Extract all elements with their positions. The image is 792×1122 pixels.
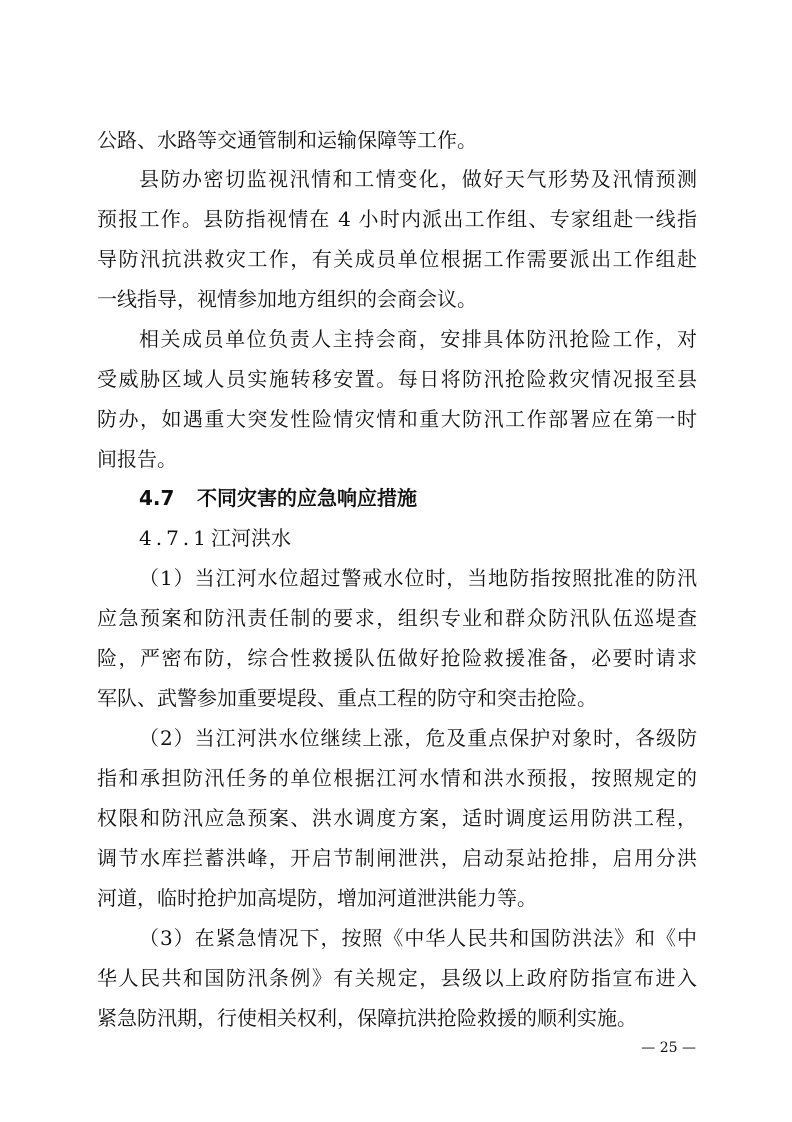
item-line: （1）当江河水位超过警戒水位时，当地防指按照批准的防汛 [139,566,697,590]
section-heading [139,486,417,510]
subsection-heading [139,526,291,550]
section-number: 4.7 [139,486,175,510]
paragraph-line: 间报告。 [97,447,177,471]
section-title: 不同灾害的应急响应措施 [197,486,417,510]
paragraph-line: 防办，如遇重大突发性险情灾情和重大防汛工作部署应在第一时 [97,407,697,431]
paragraph-line: 相关成员单位负责人主持会商，安排具体防汛抢险工作，对 [139,327,697,351]
item-line: 应急预案和防汛责任制的要求，组织专业和群众防汛队伍巡堤查 [97,606,697,630]
paragraph-line: 公路、水路等交通管制和运输保障等工作。 [97,128,477,152]
paragraph-line: 县防办密切监视汛情和工情变化，做好天气形势及汛情预测 [139,167,697,191]
paragraph-line: 预报工作。县防指视情在 4 小时内派出工作组、专家组赴一线指 [97,207,697,231]
item-line: （3）在紧急情况下，按照《中华人民共和国防洪法》和《中 [139,926,697,950]
item-line: 军队、武警参加重要堤段、重点工程的防守和突击抢险。 [97,686,597,710]
item-line: 权限和防汛应急预案、洪水调度方案，适时调度运用防洪工程， [97,806,697,830]
item-line: 调节水库拦蓄洪峰，开启节制闸泄洪，启动泵站抢排，启用分洪 [97,846,697,870]
item-line: （2）当江河洪水位继续上涨，危及重点保护对象时，各级防 [139,726,697,750]
paragraph-line: 受威胁区域人员实施转移安置。每日将防汛抢险救灾情况报至县 [97,367,697,391]
subsection-title: 江河洪水 [211,526,291,550]
item-line: 指和承担防汛任务的单位根据江河水情和洪水预报，按照规定的 [97,766,697,790]
item-line: 险，严密布防，综合性救援队伍做好抢险救援准备，必要时请求 [97,646,697,670]
subsection-number: 4.7.1 [139,526,210,550]
page-number: — 25 — [641,1040,696,1056]
paragraph-line: 一线指导，视情参加地方组织的会商会议。 [97,287,477,311]
item-line: 紧急防汛期，行使相关权利，保障抗洪抢险救援的顺利实施。 [97,1006,637,1030]
item-line: 河道，临时抢护加高堤防，增加河道泄洪能力等。 [97,886,537,910]
paragraph-line: 导防汛抗洪救灾工作，有关成员单位根据工作需要派出工作组赴 [97,247,697,271]
item-line: 华人民共和国防汛条例》有关规定，县级以上政府防指宣布进入 [97,966,697,990]
